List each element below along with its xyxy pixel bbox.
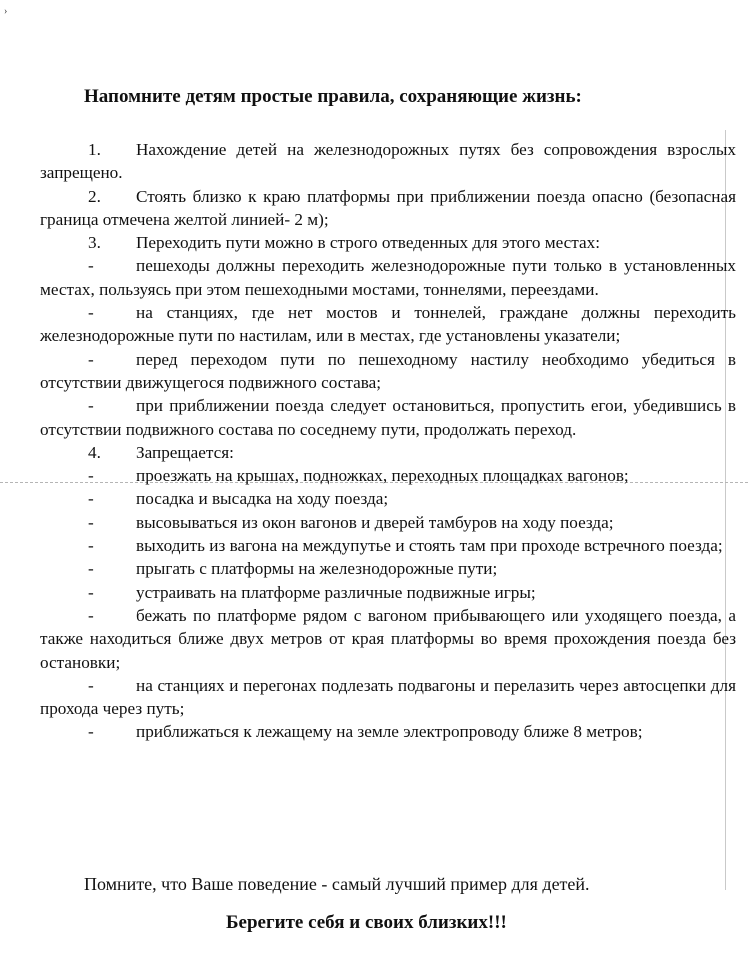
bullet-item bbox=[40, 254, 736, 301]
item-marker: - bbox=[88, 722, 94, 742]
numbered-item bbox=[40, 138, 736, 185]
item-text: высовываться из окон вагонов и дверей тамбуров на ходу поезда; bbox=[136, 512, 614, 532]
item-text: выходить из вагона на междупутье и стоять там при проходе встречного поезда; bbox=[136, 536, 723, 556]
scan-corner-mark: › bbox=[4, 6, 8, 17]
bullet-item bbox=[40, 301, 736, 348]
item-text: на станциях и перегонах подлезать подвагоны и перелазить через автосцепки для прохода через путь; bbox=[40, 675, 736, 719]
bullet-item bbox=[40, 348, 736, 395]
bullet-item bbox=[40, 394, 736, 441]
item-marker: - bbox=[88, 605, 94, 625]
document-title: Напомните детям простые правила, сохраняющие жизнь: bbox=[84, 86, 582, 107]
item-marker: 2. bbox=[88, 186, 101, 206]
bullet-item bbox=[40, 487, 736, 510]
item-marker: - bbox=[88, 349, 94, 369]
item-text: Запрещается: bbox=[136, 442, 234, 462]
item-marker: - bbox=[88, 466, 94, 486]
numbered-item bbox=[40, 185, 736, 232]
bullet-item bbox=[40, 464, 736, 487]
footer-slogan: Берегите себя и своих близких!!! bbox=[226, 912, 507, 933]
item-marker: - bbox=[88, 536, 94, 556]
item-marker: - bbox=[88, 256, 94, 276]
numbered-item bbox=[40, 231, 736, 254]
closing-sentence: Помните, что Ваше поведение - самый лучший пример для детей. bbox=[84, 874, 590, 894]
item-marker: - bbox=[88, 512, 94, 532]
item-text: Переходить пути можно в строго отведенных для этого местах: bbox=[136, 233, 601, 253]
item-marker: - bbox=[88, 303, 94, 323]
item-text: на станциях, где нет мостов и тоннелей, граждане должны переходить железнодорожные пути по настилам, или в местах, где установлены указатели; bbox=[40, 303, 736, 346]
bullet-item bbox=[40, 581, 736, 604]
item-marker: 1. bbox=[88, 140, 101, 159]
bullet-item bbox=[40, 511, 736, 534]
item-text: Нахождение детей на железнодорожных путях без сопровождения взрослых запрещено. bbox=[40, 140, 736, 183]
bullet-item bbox=[40, 604, 736, 674]
item-marker: 4. bbox=[88, 442, 101, 462]
item-text: при приближении поезда следует остановиться, пропустить егои, убедившись в отсутствии подвижного состава по соседнему пути, продолжать переход. bbox=[40, 396, 736, 439]
bullet-item bbox=[40, 720, 736, 743]
item-text: пешеходы должны переходить железнодорожные пути только в установленных местах, пользуясь при этом пешеходными мостами, тоннелями, переездами. bbox=[40, 256, 736, 299]
item-text: проезжать на крышах, подножках, переходных площадках вагонов; bbox=[136, 466, 629, 486]
item-marker: 3. bbox=[88, 233, 101, 253]
bullet-item bbox=[40, 674, 736, 721]
numbered-item bbox=[40, 441, 736, 464]
item-marker: - bbox=[88, 396, 94, 416]
item-marker: - bbox=[88, 489, 94, 509]
bullet-item bbox=[40, 534, 736, 557]
item-text: устраивать на платформе различные подвижные игры; bbox=[136, 582, 536, 602]
rules-list bbox=[40, 138, 736, 744]
item-text: приближаться к лежащему на земле электропроводу ближе 8 метров; bbox=[136, 722, 643, 742]
item-text: прыгать с платформы на железнодорожные пути; bbox=[136, 559, 498, 579]
item-marker: - bbox=[88, 582, 94, 602]
item-text: посадка и высадка на ходу поезда; bbox=[136, 489, 389, 509]
item-marker: - bbox=[88, 675, 94, 695]
bullet-item bbox=[40, 557, 736, 580]
item-text: бежать по платформе рядом с вагоном прибывающего или уходящего поезда, а также находиться ближе двух метров от края платформы во время прохождения поезда без остановки; bbox=[40, 605, 736, 672]
item-marker: - bbox=[88, 559, 94, 579]
item-text: Стоять близко к краю платформы при приближении поезда опасно (безопасная граница отмечена желтой линией- 2 м); bbox=[40, 186, 736, 229]
item-text: перед переходом пути по пешеходному настилу необходимо убедиться в отсутствии движущегося подвижного состава; bbox=[40, 349, 736, 392]
